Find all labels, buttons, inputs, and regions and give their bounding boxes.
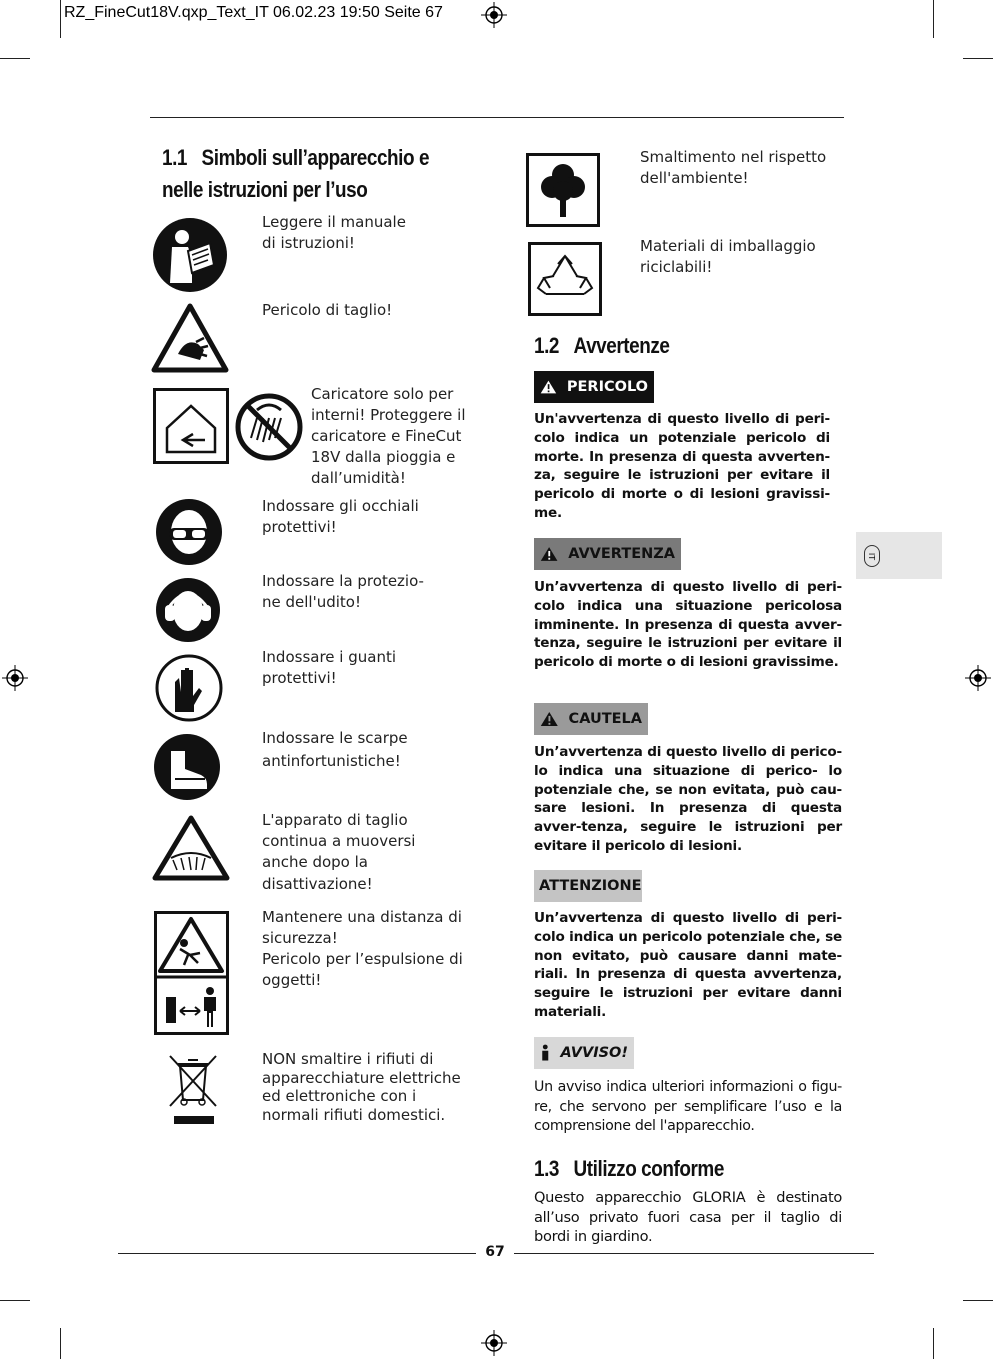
top-rule: [150, 117, 844, 118]
danger-badge: PERICOLO: [534, 371, 654, 403]
symbol-text-ear: Indossare la protezio- ne dell'udito!: [262, 572, 424, 611]
section-1-2-heading: 1.2 Avvertenze: [534, 333, 670, 358]
gloves-icon: [155, 654, 223, 722]
section-1-3-heading: 1.3 Utilizzo conforme: [534, 1156, 724, 1181]
cut-hazard-icon: [150, 302, 230, 374]
manual-read-icon: [152, 217, 228, 293]
safety-boots-icon: [153, 733, 221, 801]
section-1-1-heading: 1.1 Simboli sull’apparecchio e nelle istruzioni per l’uso: [162, 145, 430, 202]
registration-mark-icon: [481, 1330, 507, 1356]
indoor-no-rain-icon: [153, 388, 305, 466]
warning-triangle-icon: [540, 709, 559, 729]
symbol-text-manual: Leggere il manuale di istruzioni!: [262, 213, 406, 252]
weee-bin-icon: [168, 1054, 218, 1126]
crop-mark: [0, 1300, 30, 1301]
info-badge: AVVISO!: [534, 1037, 634, 1069]
warning-text: Un’avvertenza di questo livello di peri-colo indica una situazione pericolosa imminente. In presenza di questa avver-tenza, seguire le istruzioni per evitare il pericolo di morte o di lesioni gravissime.: [534, 579, 842, 671]
crop-mark: [0, 58, 30, 59]
print-header: RZ_FineCut18V.qxp_Text_IT 06.02.23 19:50 Seite 67: [64, 4, 443, 21]
symbol-text-cut: Pericolo di taglio!: [262, 301, 393, 319]
registration-mark-icon: [481, 2, 507, 28]
symbol-text-recycle: Materiali di imballaggio riciclabili!: [640, 237, 816, 276]
goggles-icon: [155, 498, 223, 566]
language-badge: IT: [864, 545, 880, 567]
page-number: 67: [485, 1244, 505, 1260]
info-icon: [540, 1041, 551, 1065]
warning-badge: AVVERTENZA: [534, 538, 681, 570]
crop-mark: [933, 0, 934, 38]
recycle-icon: [528, 242, 602, 316]
crop-mark: [963, 1300, 993, 1301]
crop-mark: [60, 1328, 61, 1359]
notice-badge: ATTENZIONE: [534, 870, 642, 902]
footer-rule-right: [514, 1253, 874, 1254]
info-text: Un avviso indica ulteriori informazioni o figu-re, che servono per semplificare l’uso e la comprensione del l'apparecchio.: [534, 1079, 842, 1134]
caution-badge: CAUTELA: [534, 703, 648, 735]
symbol-text-boots: Indossare le scarpe antinfortunistiche!: [262, 729, 408, 770]
rotating-blades-icon: [151, 814, 231, 882]
symbol-text-distance: Mantenere una distanza di sicurezza! Pericolo per l’espulsione di oggetti!: [262, 908, 463, 989]
attention-text: Un’avvertenza di questo livello di peri-colo indica un pericolo potenziale che, se non evitato, può causare danni mate-riali. In presenza di questa avvertenza, seguire le istruzioni per evitare danni materiali.: [534, 910, 842, 1020]
crop-mark: [60, 0, 61, 38]
symbol-text-weee: NON smaltire i rifiuti di apparecchiature elettriche ed elettroniche con i normali rifiuti domestici.: [262, 1050, 461, 1124]
safety-distance-icon: [154, 911, 229, 1035]
ear-protection-icon: [155, 577, 221, 643]
tree-icon: [526, 153, 600, 227]
warning-triangle-icon: [540, 377, 557, 397]
intended-use-text: Questo apparecchio GLORIA è destinato all’uso privato fuori casa per il taglio di bordi in giardino.: [534, 1189, 842, 1245]
caution-text: Un’avvertenza di questo livello di perico-lo indica una situazione di perico- lo potenziale che, se non evitata, può cau-sare lesioni. In presenza di questa avver-tenza, seguire le istruzioni per evitare il pericolo di lesioni.: [534, 744, 842, 854]
symbol-text-indoor: Caricatore solo per interni! Proteggere il caricatore e FineCut 18V dalla pioggia e dall’umidità!: [311, 385, 466, 487]
crop-mark: [963, 58, 993, 59]
symbol-text-gloves: Indossare i guanti protettivi!: [262, 648, 396, 687]
registration-mark-icon: [2, 665, 28, 691]
registration-mark-icon: [965, 665, 991, 691]
footer-rule-left: [118, 1253, 476, 1254]
symbol-text-blades: L'apparato di taglio continua a muoversi anche dopo la disattivazione!: [262, 811, 416, 893]
symbol-text-goggles: Indossare gli occhiali protettivi!: [262, 497, 419, 536]
language-tab: [856, 532, 942, 579]
crop-mark: [933, 1328, 934, 1359]
danger-text: Un'avvertenza di questo livello di peri-colo indica un potenziale pericolo di morte. In presenza di questa avverten-za, seguire le istruzioni per evitare il pericolo di morte o di lesioni gravissi-me.: [534, 411, 830, 521]
warning-triangle-icon: [540, 544, 558, 564]
symbol-text-tree: Smaltimento nel rispetto dell'ambiente!: [640, 148, 827, 187]
